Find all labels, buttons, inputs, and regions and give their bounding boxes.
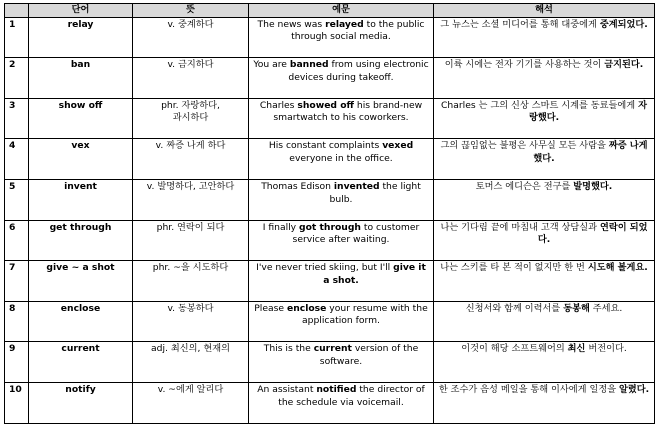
- text-run: I've never tried skiing, but I'll: [256, 262, 394, 274]
- row-meaning: [133, 301, 249, 342]
- row-word: get through: [29, 220, 133, 261]
- row-number: 3: [5, 98, 29, 139]
- row-translation: [434, 301, 655, 342]
- row-translation: [434, 382, 655, 423]
- text-run: 토머스 에디슨은 전구를: [475, 180, 574, 192]
- table-row: [5, 382, 655, 423]
- text-run: to the public through social media.: [291, 18, 425, 43]
- row-number: 1: [5, 17, 29, 58]
- vocabulary-table-container: [4, 3, 654, 424]
- highlighted-word: invented: [333, 180, 380, 192]
- row-example: [249, 261, 434, 302]
- row-meaning: [133, 17, 249, 58]
- highlighted-word: notified: [316, 383, 357, 395]
- text-run: from using electronic devices during takeoff.: [288, 59, 429, 83]
- text-run: Charles 는 그의 신상 스마트 시계를 동료들에게: [441, 99, 639, 111]
- highlighted-word: 중계되었다.: [599, 18, 648, 30]
- text-run: the director of the schedule via voicemail.: [278, 383, 425, 408]
- highlighted-word: 알렸다.: [619, 383, 650, 395]
- highlighted-word: relayed: [325, 18, 364, 30]
- row-number: 9: [5, 342, 29, 383]
- meaning-line: v. ~에게 알리다: [157, 383, 224, 395]
- text-run: 이것이 해당 소프트웨어의: [461, 343, 568, 355]
- meaning-line: phr. ~을 시도하다: [152, 262, 229, 274]
- vocabulary-table: [4, 3, 655, 424]
- meaning-line: v. 짜증 나게 하다: [155, 140, 226, 152]
- text-run: to customer service after waiting.: [292, 221, 420, 246]
- header-example: 예문: [249, 4, 434, 18]
- text-run: An assistant: [257, 383, 317, 395]
- text-run: 버전이다.: [585, 343, 627, 355]
- highlighted-word: got through: [299, 221, 361, 233]
- row-meaning: [133, 58, 249, 99]
- row-meaning: [133, 342, 249, 383]
- highlighted-word: showed off: [297, 99, 354, 111]
- meaning-line: v. 동봉하다: [167, 302, 214, 314]
- text-run: everyone in the office.: [289, 152, 393, 164]
- header-number: [5, 4, 29, 18]
- text-run: 그 뉴스는 소셜 미디어를 통해 대중에게: [440, 18, 600, 30]
- table-row: [5, 301, 655, 342]
- header-translation: 해석: [434, 4, 655, 18]
- row-word: invent: [29, 179, 133, 220]
- header-row: [5, 4, 655, 18]
- row-example: [249, 301, 434, 342]
- text-run: 신청서와 함께 이력서를: [465, 302, 564, 314]
- table-row: [5, 220, 655, 261]
- highlighted-word: current: [313, 343, 352, 355]
- row-example: [249, 342, 434, 383]
- text-run: Thomas Edison: [261, 180, 334, 192]
- header-word: 단어: [29, 4, 133, 18]
- row-number: 10: [5, 382, 29, 423]
- text-run: The news was: [257, 18, 326, 30]
- text-run: his brand-new smartwatch to his coworkers.: [273, 99, 423, 124]
- row-translation: [434, 261, 655, 302]
- row-translation: [434, 17, 655, 58]
- highlighted-word: enclose: [287, 302, 327, 314]
- table-row: [5, 261, 655, 302]
- header-meaning: 뜻: [133, 4, 249, 18]
- row-translation: [434, 220, 655, 261]
- meaning-line: v. 금지하다: [167, 59, 214, 71]
- highlighted-word: 발명했다.: [573, 180, 613, 192]
- meaning-line: adj. 최신의, 현재의: [151, 343, 230, 355]
- row-example: [249, 98, 434, 139]
- highlighted-word: banned: [289, 59, 329, 71]
- highlighted-word: 금지된다.: [604, 59, 644, 71]
- row-word: current: [29, 342, 133, 383]
- text-run: Charles: [259, 99, 298, 111]
- text-run: version of the software.: [319, 343, 419, 367]
- row-example: [249, 58, 434, 99]
- row-meaning: [133, 220, 249, 261]
- highlighted-word: 짜증 나게 했다.: [533, 140, 648, 164]
- row-meaning: [133, 261, 249, 302]
- row-example: [249, 382, 434, 423]
- row-example: [249, 220, 434, 261]
- row-word: show off: [29, 98, 133, 139]
- table-row: [5, 139, 655, 180]
- table-row: [5, 179, 655, 220]
- row-word: give ~ a shot: [29, 261, 133, 302]
- row-example: [249, 179, 434, 220]
- row-number: 8: [5, 301, 29, 342]
- text-run: your resume with the application form.: [302, 302, 428, 327]
- meaning-line: phr. 자랑하다,: [161, 99, 220, 111]
- meaning-line: 과시하다: [172, 112, 209, 124]
- row-example: [249, 139, 434, 180]
- meaning-line: v. 발명하다, 고안하다: [146, 180, 235, 192]
- text-run: the light bulb.: [329, 180, 421, 205]
- row-example: [249, 17, 434, 58]
- row-word: relay: [29, 17, 133, 58]
- text-run: You are: [253, 59, 290, 71]
- text-run: 나는 스키를 타 본 적이 없지만 한 번: [440, 262, 588, 274]
- row-word: enclose: [29, 301, 133, 342]
- table-row: [5, 342, 655, 383]
- highlighted-word: 동봉해: [563, 302, 590, 314]
- text-run: This is the: [263, 343, 314, 355]
- row-meaning: [133, 98, 249, 139]
- table-row: [5, 98, 655, 139]
- row-translation: [434, 139, 655, 180]
- text-run: 이륙 시에는 전자 기기를 사용하는 것이: [444, 59, 605, 71]
- highlighted-word: 시도해 볼게요.: [587, 262, 648, 274]
- row-translation: [434, 58, 655, 99]
- text-run: 한 조수가 음성 메일을 통해 이사에게 일정을: [438, 383, 620, 395]
- row-translation: [434, 342, 655, 383]
- row-word: notify: [29, 382, 133, 423]
- row-translation: [434, 98, 655, 139]
- row-translation: [434, 179, 655, 220]
- highlighted-word: 연락이 되었다.: [537, 221, 648, 246]
- meaning-line: v. 중계하다: [167, 18, 214, 30]
- row-meaning: [133, 179, 249, 220]
- text-run: I finally: [262, 221, 300, 233]
- highlighted-word: give it a shot.: [323, 262, 426, 286]
- text-run: 그의 끊임없는 불평은 사무실 모든 사람을: [440, 140, 609, 152]
- row-number: 5: [5, 179, 29, 220]
- text-run: 주세요.: [589, 302, 623, 314]
- row-number: 6: [5, 220, 29, 261]
- table-row: [5, 58, 655, 99]
- text-run: 나는 기다림 끝에 마침내 고객 상담실과: [440, 221, 600, 233]
- highlighted-word: 자랑했다.: [528, 99, 647, 124]
- row-word: ban: [29, 58, 133, 99]
- highlighted-word: vexed: [382, 140, 414, 152]
- row-number: 2: [5, 58, 29, 99]
- row-meaning: [133, 382, 249, 423]
- table-row: [5, 17, 655, 58]
- meaning-line: phr. 연락이 되다: [156, 221, 225, 233]
- row-number: 4: [5, 139, 29, 180]
- row-word: vex: [29, 139, 133, 180]
- text-run: Please: [254, 302, 287, 314]
- text-run: His constant complaints: [268, 140, 383, 152]
- table-body: [5, 17, 655, 423]
- highlighted-word: 최신: [567, 343, 586, 355]
- row-number: 7: [5, 261, 29, 302]
- row-meaning: [133, 139, 249, 180]
